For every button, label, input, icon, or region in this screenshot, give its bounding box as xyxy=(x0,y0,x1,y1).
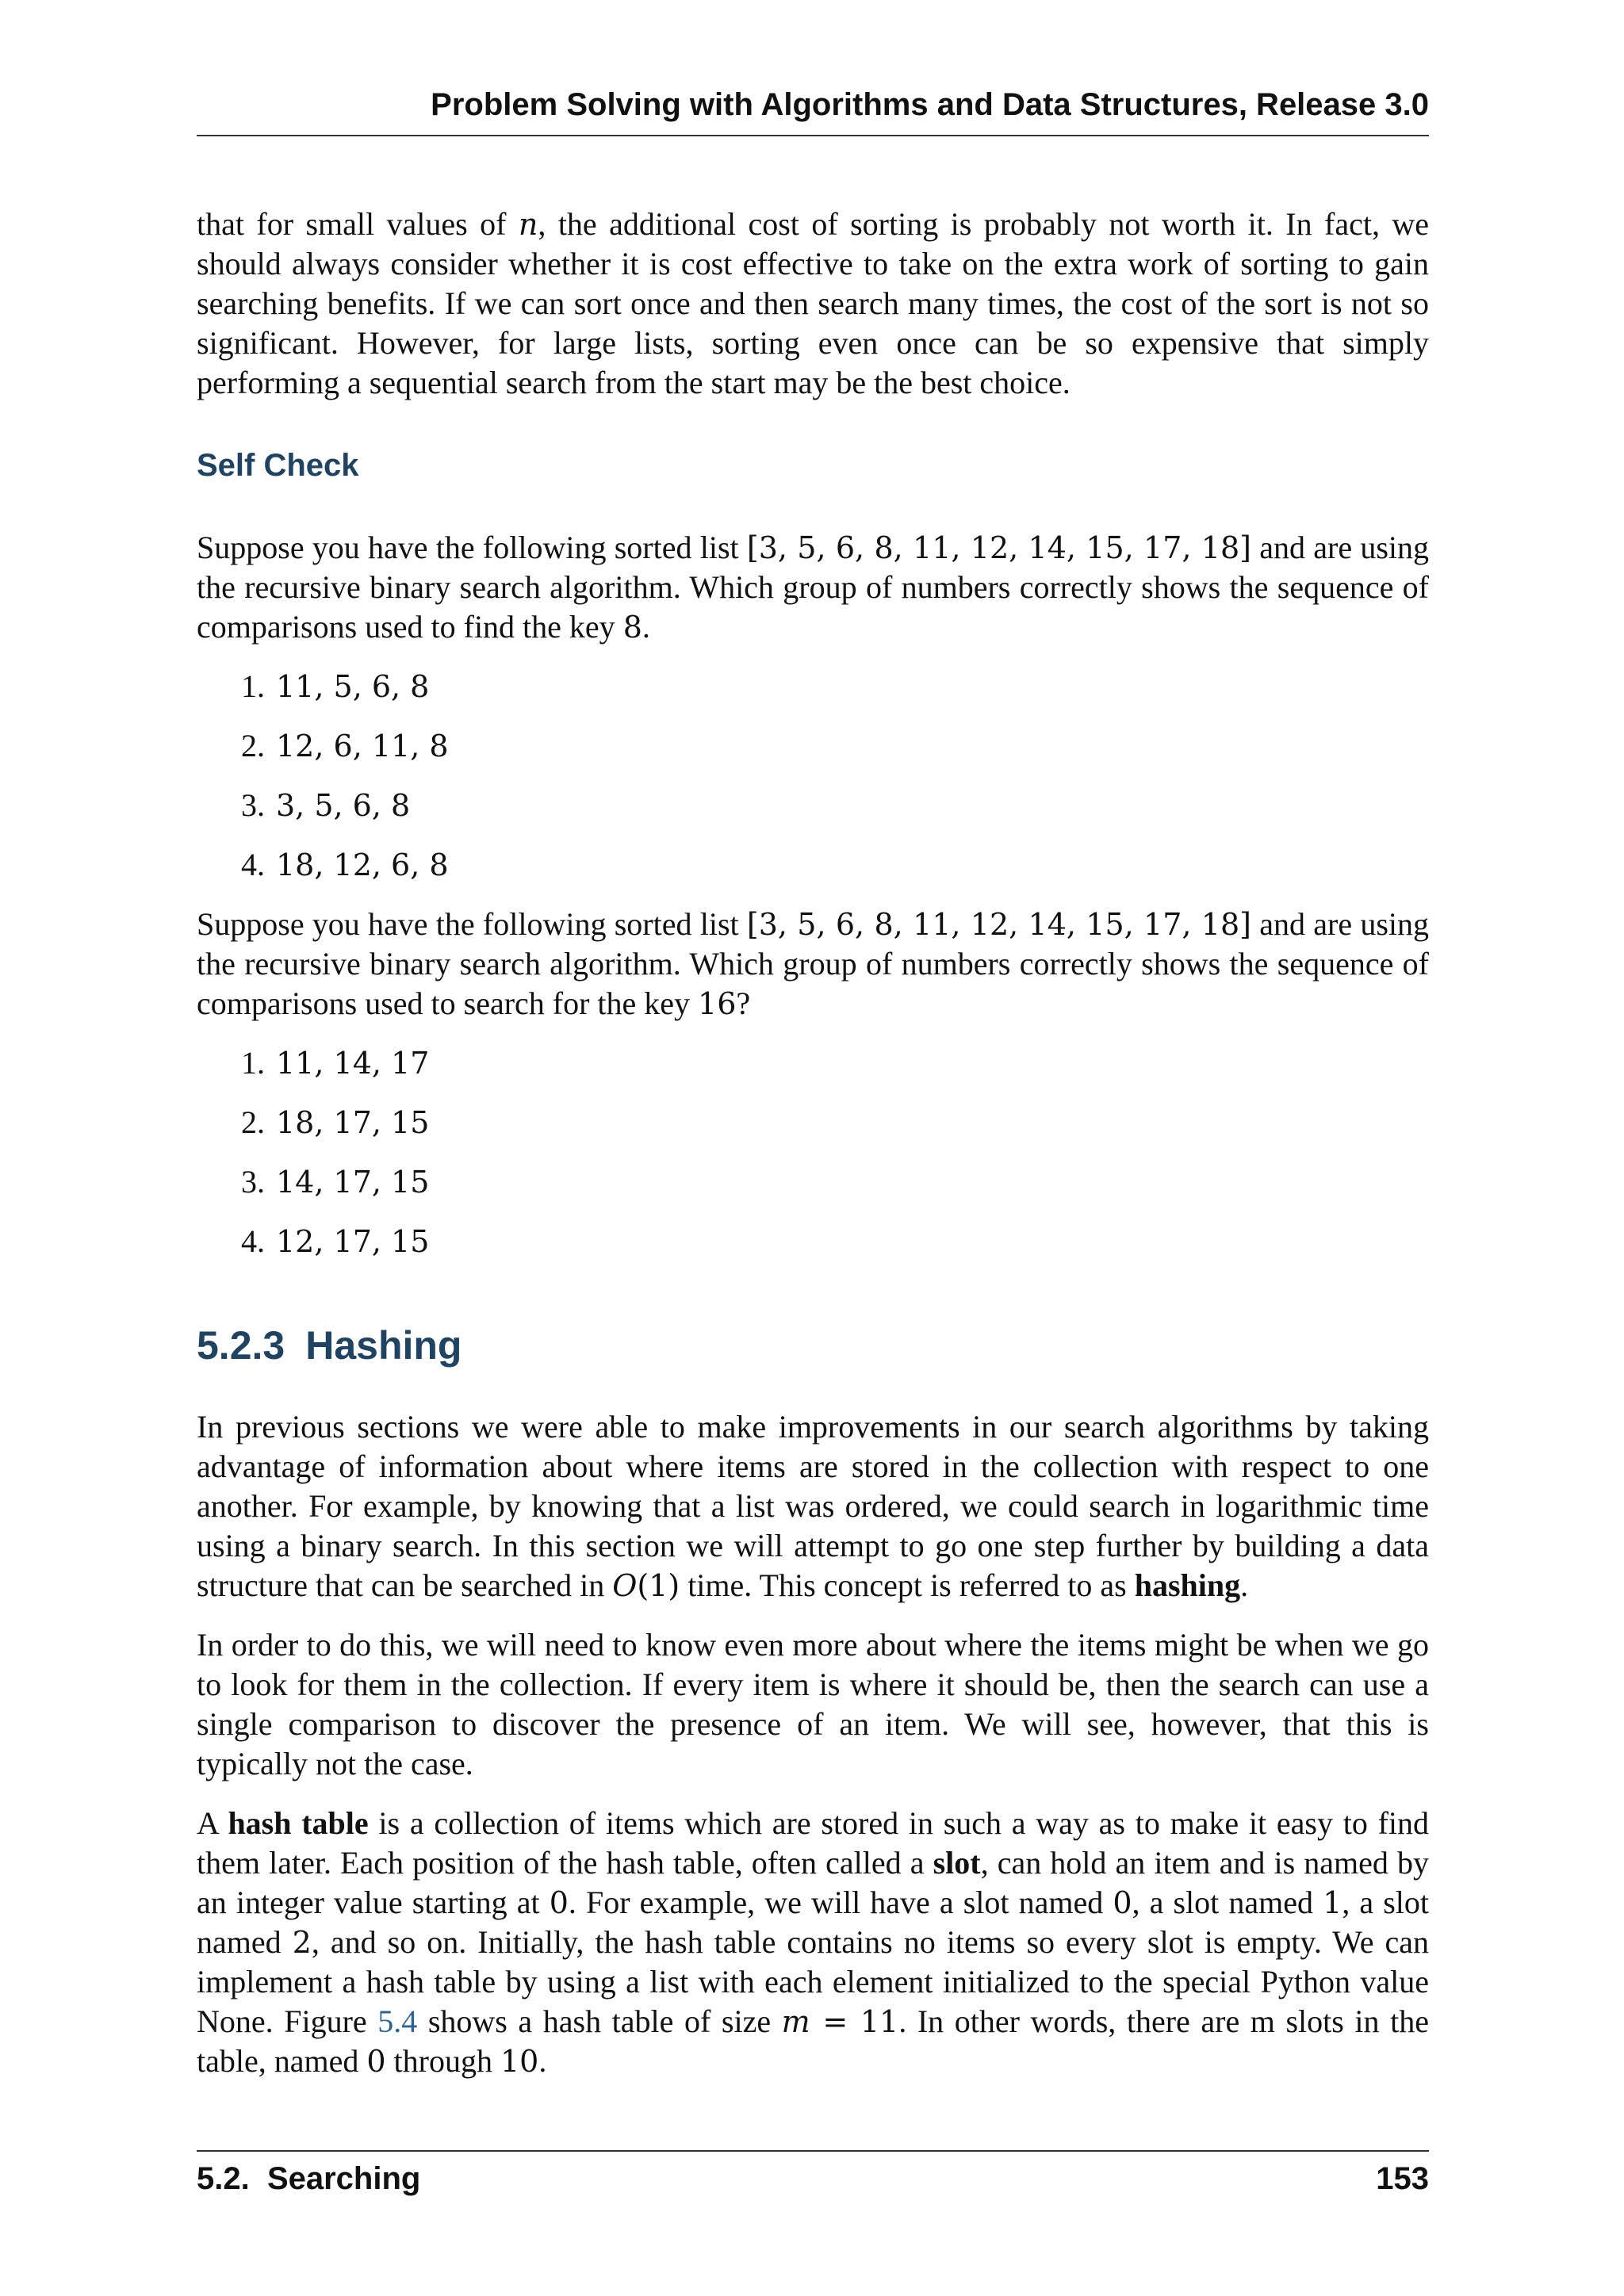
term-slot: slot xyxy=(933,1845,981,1881)
footer-section-label: 5.2. Searching xyxy=(197,2161,421,2196)
list-item: 1. 11, 14, 17 xyxy=(197,1043,1429,1083)
term-hashing: hashing xyxy=(1134,1567,1241,1603)
hashing-paragraph-3: A hash table is a collection of items which are stored in such a way as to make it easy to find them later. Each position of the hash table, often called a slot, can hold an item and is named by an integer value starting at 0. For example, we will have a slot named 0, a slot named 1, a slot named 2, and so on. Initially, the hash table contains no items so every slot is empty. We can implement a hash table by using a list with each element initialized to the special Python value None. Figure 5.4 shows a hash table of size m = 11. In other words, there are m slots in the table, named 0 through 10. xyxy=(197,1805,1430,2079)
list-item: 2. 12, 6, 11, 8 xyxy=(197,726,1429,766)
search-key: 8 xyxy=(622,610,642,645)
self-check-heading: Self Check xyxy=(197,448,359,483)
section-title-text: Hashing xyxy=(305,1323,462,1368)
option-value: 11, 5, 6, 8 xyxy=(276,669,430,704)
question-1-options xyxy=(197,667,1429,885)
option-value: 14, 17, 15 xyxy=(276,1165,430,1200)
question-1-prompt: Suppose you have the following sorted list [3, 5, 6, 8, 11, 12, 14, 15, 17, 18] and are using the recursive binary search algorithm. Which group of numbers correctly shows the sequence of comparisons used to find the key 8. xyxy=(197,530,1429,645)
option-value: 12, 6, 11, 8 xyxy=(276,729,449,763)
option-value: 3, 5, 6, 8 xyxy=(276,788,411,823)
math-m: m xyxy=(781,2004,810,2039)
math-n: n xyxy=(518,207,538,242)
hashing-paragraph-1: In previous sections we were able to make improvements in our search algorithms by taking advantage of information about where items are stored in the collection with respect to one another. For example, by knowing that a list was ordered, we could search in logarithmic time using a binary search. In this section we will attempt to go one step further by building a data structure that can be searched in O(1) time. This concept is referred to as hashing. xyxy=(197,1409,1429,1603)
list-item: 2. 18, 17, 15 xyxy=(197,1103,1429,1142)
sorted-list: [3, 5, 6, 8, 11, 12, 14, 15, 17, 18] xyxy=(746,907,1251,942)
header-rule xyxy=(197,135,1429,136)
list-item: 3. 14, 17, 15 xyxy=(197,1162,1429,1202)
page-content xyxy=(197,205,1429,2081)
list-item: 1. 11, 5, 6, 8 xyxy=(197,667,1429,706)
question-2-prompt: Suppose you have the following sorted list [3, 5, 6, 8, 11, 12, 14, 15, 17, 18] and are using the recursive binary search algorithm. Which group of numbers correctly shows the sequence of comparisons used to search for the key 16? xyxy=(197,906,1429,1021)
search-key: 16 xyxy=(698,986,737,1021)
option-value: 18, 17, 15 xyxy=(276,1105,430,1140)
option-value: 12, 17, 15 xyxy=(276,1224,430,1259)
question-2-options xyxy=(197,1043,1429,1261)
running-header-title: Problem Solving with Algorithms and Data Structures, Release 3.0 xyxy=(431,87,1429,122)
section-number: 5.2.3 xyxy=(197,1323,285,1368)
hashing-paragraph-2: In order to do this, we will need to know even more about where the items might be when we go to look for them in the collection. If every item is where it should be, then the search can use a single comparison to discover the presence of an item. We will see, however, that this is typically not the case. xyxy=(197,1627,1429,1781)
math-o: O xyxy=(612,1568,638,1603)
figure-reference-link[interactable]: 5.4 xyxy=(377,2003,418,2039)
sorted-list: [3, 5, 6, 8, 11, 12, 14, 15, 17, 18] xyxy=(746,530,1251,565)
option-value: 18, 12, 6, 8 xyxy=(276,848,449,882)
math-o-arg: (1) xyxy=(637,1568,680,1603)
footer-rule xyxy=(197,2150,1429,2152)
list-item: 4. 12, 17, 15 xyxy=(197,1222,1429,1261)
option-value: 11, 14, 17 xyxy=(276,1046,430,1081)
section-heading xyxy=(197,1322,1429,1369)
book-page xyxy=(197,0,1429,2296)
page-number: 153 xyxy=(1376,2161,1429,2196)
list-item: 4. 18, 12, 6, 8 xyxy=(197,845,1429,885)
list-item: 3. 3, 5, 6, 8 xyxy=(197,786,1429,825)
term-hash-table: hash table xyxy=(228,1805,369,1841)
intro-paragraph: that for small values of n, the additional cost of sorting is probably not worth it. In fact, we should always consider whether it is cost effective to take on the extra work of sorting to gain searching benefits. If we can sort once and then search many times, the cost of the sort is not so significant. However, for large lists, sorting even once can be so expensive that simply performing a sequential search from the start may be the best choice. xyxy=(197,206,1429,400)
